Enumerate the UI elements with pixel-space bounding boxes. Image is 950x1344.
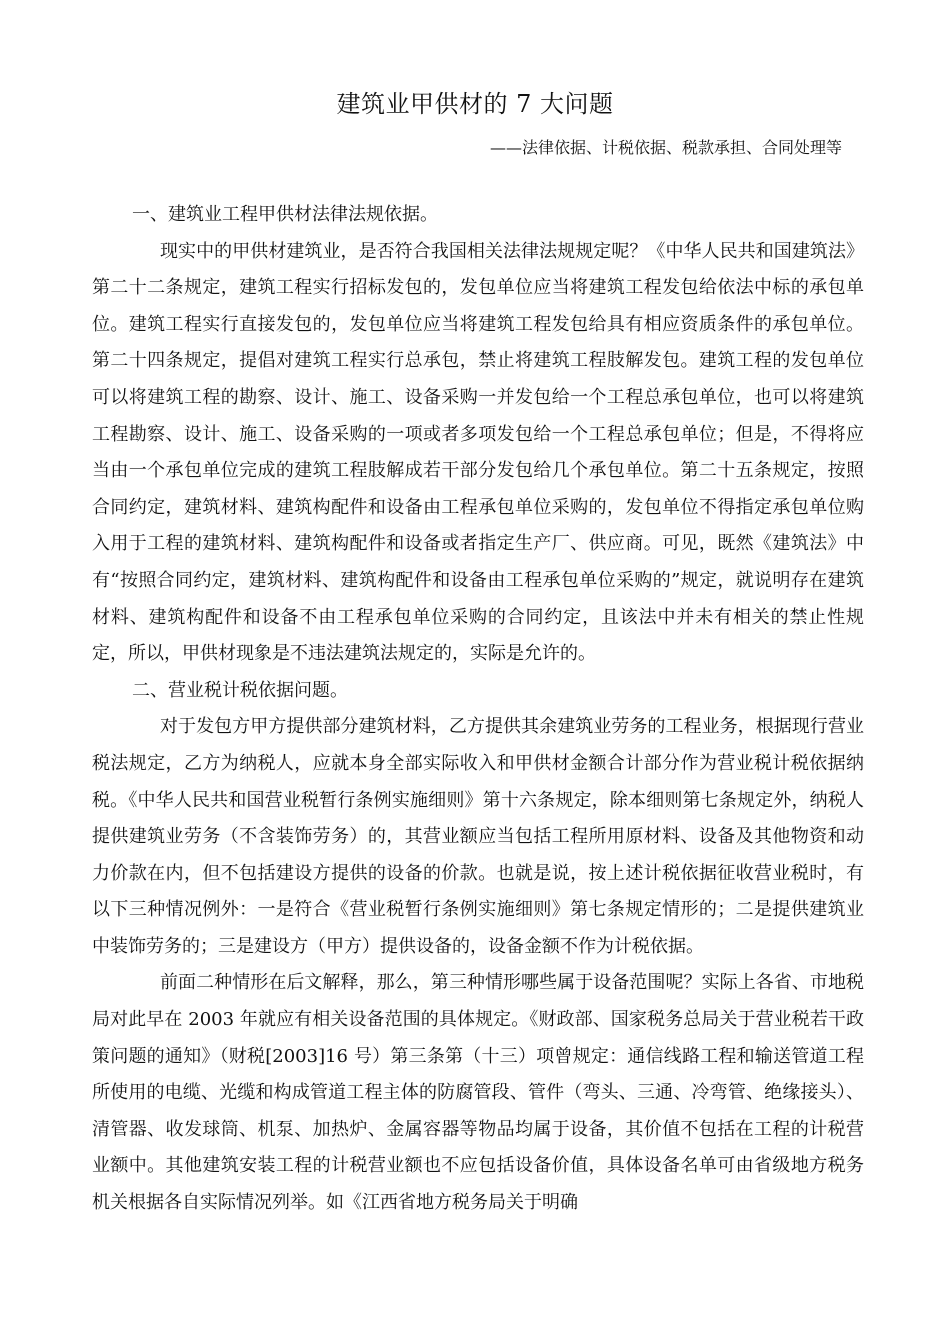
- document-subtitle: ——法律依据、计税依据、税款承担、合同处理等: [489, 138, 842, 157]
- section-heading-2: 二、营业税计税依据问题。: [132, 679, 348, 701]
- section-2-paragraph-2: 前面二种情形在后文解释，那么，第三种情形哪些属于设备范围呢？实际上各省、市地税局对此早在 2003 年就应有相关设备范围的具体规定。《财政部、国家税务总局关于营业税若干政策问题的通知》（财税[2003]16 号）第三条第（十三）项曾规定：通信线路工程和输送管道工程所使用的电缆、光缆和构成管道工程主体的防腐管段、管件（弯头、三通、冷弯管、绝缘接头）、清管器、收发球筒、机泵、加热炉、金属容器等物品均属于设备，其价值不包括在工程的计税营业额中。其他建筑安装工程的计税营业额也不应包括设备价值，具体设备名单可由省级地方税务机关根据各自实际情况列举。如《江西省地方税务局关于明确: [92, 972, 864, 1214]
- document-title: 建筑业甲供材的 7 大问题: [336, 90, 614, 118]
- section-1-paragraph-1: 现实中的甲供材建筑业，是否符合我国相关法律法规规定呢？《中华人民共和国建筑法》第二十二条规定，建筑工程实行招标发包的，发包单位应当将建筑工程发包给依法中标的承包单位。建筑工程实行直接发包的，发包单位应当将建筑工程发包给具有相应资质条件的承包单位。第二十四条规定，提倡对建筑工程实行总承包，禁止将建筑工程肢解发包。建筑工程的发包单位可以将建筑工程的勘察、设计、施工、设备采购一并发包给一个工程总承包单位，也可以将建筑工程勘察、设计、施工、设备采购的一项或者多项发包给一个工程总承包单位；但是，不得将应当由一个承包单位完成的建筑工程肢解成若干部分发包给几个承包单位。第二十五条规定，按照合同约定，建筑材料、建筑构配件和设备由工程承包单位采购的，发包单位不得指定承包单位购入用于工程的建筑材料、建筑构配件和设备或者指定生产厂、供应商。可见，既然《建筑法》中有“按照合同约定，建筑材料、建筑构配件和设备由工程承包单位采购的”规定，就说明存在建筑材料、建筑构配件和设备不由工程承包单位采购的合同约定，且该法中并未有相关的禁止性规定，所以，甲供材现象是不违法建筑法规定的，实际是允许的。: [92, 240, 864, 665]
- section-2-paragraph-1: 对于发包方甲方提供部分建筑材料，乙方提供其余建筑业劳务的工程业务，根据现行营业税法规定，乙方为纳税人，应就本身全部实际收入和甲供材金额合计部分作为营业税计税依据纳税。《中华人民共和国营业税暂行条例实施细则》第十六条规定，除本细则第七条规定外，纳税人提供建筑业劳务（不含装饰劳务）的，其营业额应当包括工程所用原材料、设备及其他物资和动力价款在内，但不包括建设方提供的设备的价款。也就是说，按上述计税依据征收营业税时，有以下三种情况例外：一是符合《营业税暂行条例实施细则》第七条规定情形的；二是提供建筑业中装饰劳务的；三是建设方（甲方）提供设备的，设备金额不作为计税依据。: [92, 716, 864, 957]
- document-body: [92, 197, 864, 1222]
- section-heading-1: 一、建筑业工程甲供材法律法规依据。: [132, 204, 438, 225]
